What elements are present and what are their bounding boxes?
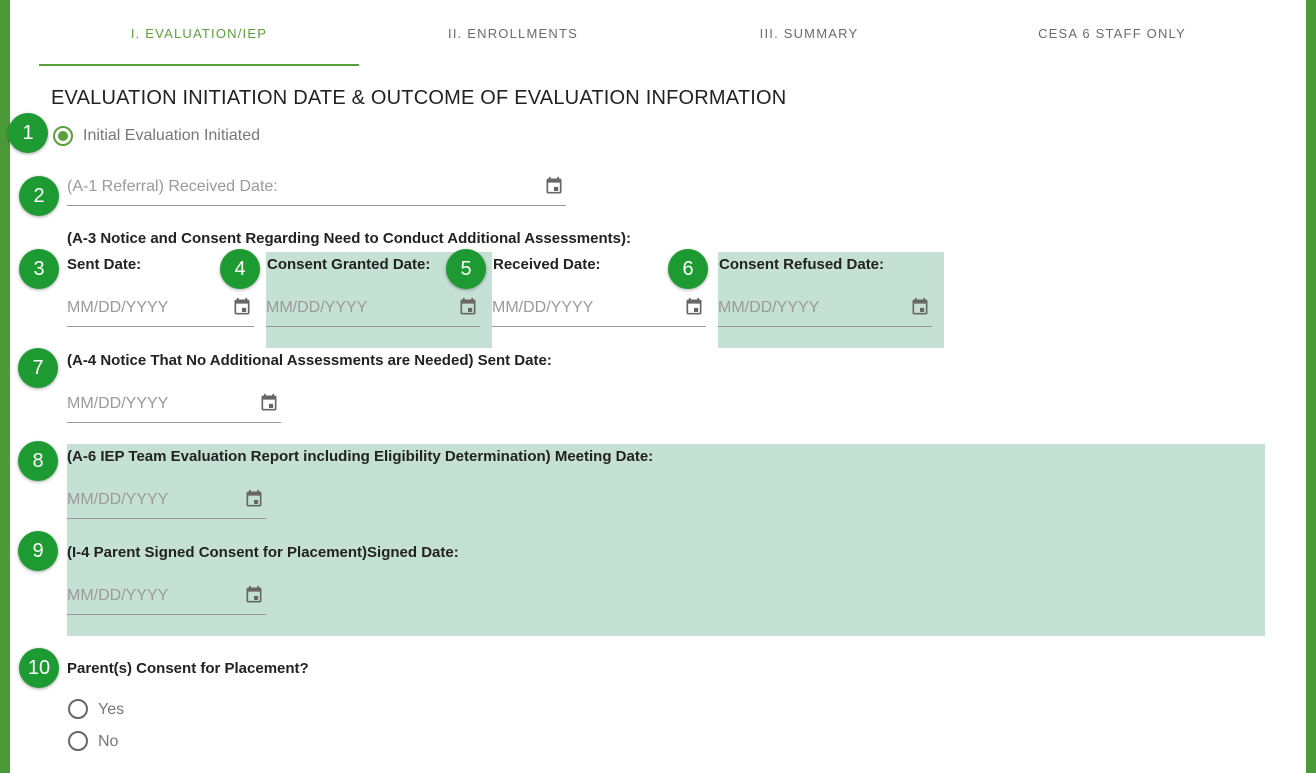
- a3-consent-granted-label: Consent Granted Date:: [267, 256, 431, 273]
- a3-consent-granted-date-input[interactable]: [266, 289, 480, 327]
- tab-summary[interactable]: III. SUMMARY: [759, 25, 859, 41]
- a6-meeting-date-input[interactable]: [67, 481, 266, 519]
- i4-signed-date-input[interactable]: [67, 577, 266, 615]
- a3-consent-refused-label: Consent Refused Date:: [719, 256, 885, 273]
- placement-no-radio[interactable]: [68, 731, 88, 751]
- calendar-icon[interactable]: [259, 393, 279, 413]
- step-badge-7: 7: [18, 348, 58, 388]
- referral-placeholder: (A-1 Referral) Received Date:: [67, 178, 278, 195]
- a3-consent-refused-date-input[interactable]: [718, 289, 932, 327]
- a4-label: (A-4 Notice That No Additional Assessments are Needed) Sent Date:: [67, 352, 552, 369]
- placement-yes-label: Yes: [98, 701, 125, 718]
- placement-yes-radio[interactable]: [68, 699, 88, 719]
- calendar-icon[interactable]: [544, 176, 564, 196]
- step-badge-5: 5: [446, 249, 486, 289]
- placement-no-label: No: [98, 733, 119, 750]
- date-placeholder: MM/DD/YYYY: [718, 299, 820, 316]
- i4-label: (I-4 Parent Signed Consent for Placement)Signed Date:: [67, 544, 459, 561]
- step-badge-10: 10: [19, 648, 59, 688]
- date-placeholder: MM/DD/YYYY: [67, 587, 169, 604]
- a3-sent-label: Sent Date:: [67, 256, 142, 273]
- section-title: EVALUATION INITIATION DATE & OUTCOME OF EVALUATION INFORMATION: [51, 87, 787, 109]
- a3-heading: (A-3 Notice and Consent Regarding Need to Conduct Additional Assessments):: [67, 230, 631, 247]
- calendar-icon[interactable]: [910, 297, 930, 317]
- step-badge-8: 8: [18, 441, 58, 481]
- date-placeholder: MM/DD/YYYY: [266, 299, 368, 316]
- step-badge-6: 6: [668, 249, 708, 289]
- a4-sent-date-input[interactable]: [67, 385, 281, 423]
- step-badge-9: 9: [18, 531, 58, 571]
- tab-evaluation-iep[interactable]: I. EVALUATION/IEP: [39, 0, 359, 66]
- initial-evaluation-label: Initial Evaluation Initiated: [83, 127, 260, 144]
- step-badge-1: 1: [8, 113, 48, 153]
- calendar-icon[interactable]: [458, 297, 478, 317]
- initial-evaluation-radio[interactable]: [53, 126, 73, 146]
- tab-enrollments[interactable]: II. ENROLLMENTS: [448, 25, 578, 41]
- evaluation-form-page: [10, 0, 1306, 773]
- step-badge-4: 4: [220, 249, 260, 289]
- date-placeholder: MM/DD/YYYY: [67, 491, 169, 508]
- referral-received-date-input[interactable]: [67, 168, 566, 206]
- a6-label: (A-6 IEP Team Evaluation Report including Eligibility Determination) Meeting Date:: [67, 448, 654, 465]
- a3-sent-date-input[interactable]: [67, 289, 254, 327]
- date-placeholder: MM/DD/YYYY: [67, 395, 169, 412]
- step-badge-3: 3: [19, 249, 59, 289]
- a3-received-date-input[interactable]: [492, 289, 706, 327]
- placement-consent-label: Parent(s) Consent for Placement?: [67, 660, 309, 677]
- calendar-icon[interactable]: [684, 297, 704, 317]
- calendar-icon[interactable]: [244, 489, 264, 509]
- calendar-icon[interactable]: [232, 297, 252, 317]
- calendar-icon[interactable]: [244, 585, 264, 605]
- date-placeholder: MM/DD/YYYY: [492, 299, 594, 316]
- a3-received-label: Received Date:: [493, 256, 601, 273]
- date-placeholder: MM/DD/YYYY: [67, 299, 169, 316]
- tab-cesa-staff-only[interactable]: CESA 6 STAFF ONLY: [1038, 25, 1186, 41]
- step-badge-2: 2: [19, 176, 59, 216]
